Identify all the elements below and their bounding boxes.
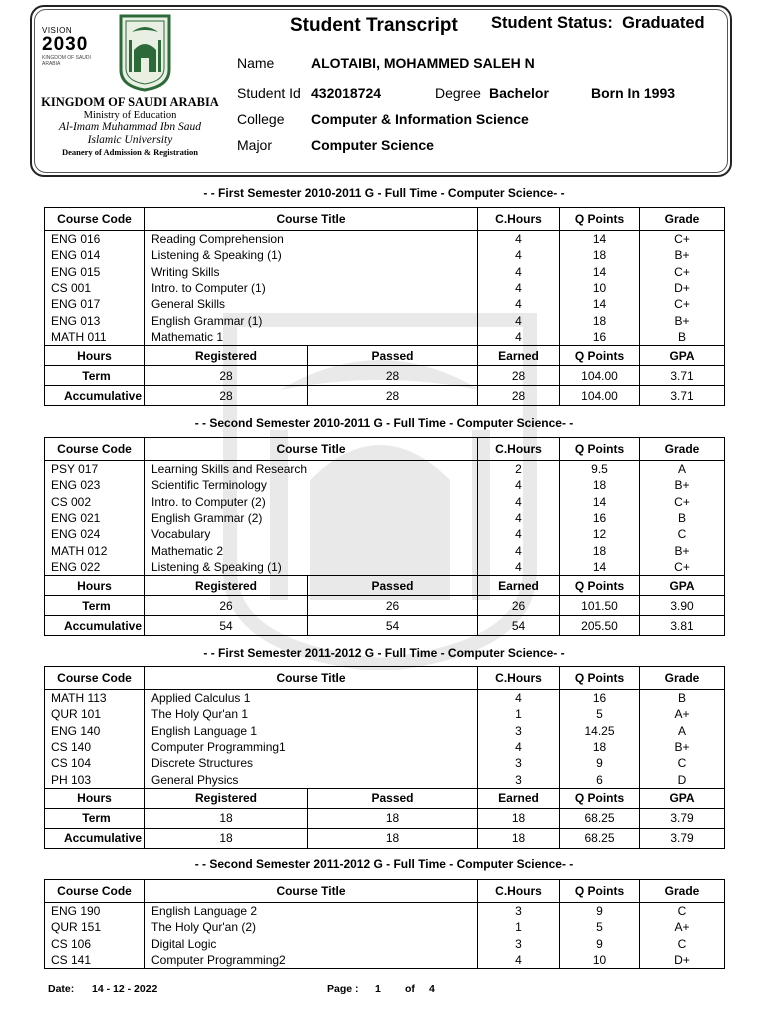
course-table [44,879,725,969]
quality-points: 18 [560,247,640,263]
accumulative-row [45,828,725,848]
grade: C+ [640,559,725,576]
quality-points: 9 [560,755,640,771]
col-course-title: Course Title [145,208,478,231]
summary-header-row [45,576,725,596]
term-earned: 26 [478,596,560,616]
course-title: Writing Skills [145,264,478,280]
sum-registered-label: Registered [145,576,308,596]
course-title: English Language 2 [145,903,478,920]
course-code: PH 103 [45,771,145,788]
grade: B+ [640,247,725,263]
grade: B+ [640,542,725,558]
credit-hours: 3 [478,936,560,952]
status-label: Student Status: [491,14,613,32]
course-code: CS 104 [45,755,145,771]
credit-hours: 1 [478,919,560,935]
credit-hours: 4 [478,739,560,755]
credit-hours: 4 [478,296,560,312]
sum-passed-label: Passed [308,788,478,808]
course-title: Reading Comprehension [145,231,478,248]
course-title: Computer Programming2 [145,952,478,969]
accumulative-row [45,386,725,406]
course-code: ENG 023 [45,477,145,493]
accum-passed: 54 [308,616,478,636]
grade: C [640,526,725,542]
vision-label: VISION [42,26,73,35]
credit-hours: 3 [478,723,560,739]
col-course-title: Course Title [145,880,478,903]
sum-hours-label: Hours [45,788,145,808]
term-points: 104.00 [560,366,640,386]
term-passed: 28 [308,366,478,386]
footer-of-label: of [405,983,415,995]
college-value: Computer & Information Science [311,111,529,127]
term-passed: 18 [308,808,478,828]
course-code: QUR 101 [45,706,145,722]
sum-registered-label: Registered [145,788,308,808]
org-ministry: Ministry of Education [83,110,177,121]
credit-hours: 4 [478,312,560,328]
table-row [45,264,725,280]
grade: D [640,771,725,788]
grade: B [640,329,725,346]
org-deanery: Deanery of Admission & Registration [62,147,198,157]
organization-block [40,95,220,157]
footer-total-pages: 4 [429,983,435,995]
quality-points: 14 [560,559,640,576]
course-code: ENG 190 [45,903,145,920]
col-grade: Grade [640,667,725,690]
grade: C [640,755,725,771]
accum-gpa: 3.79 [640,828,725,848]
course-title: Scientific Terminology [145,477,478,493]
student-id-label: Student Id [237,85,301,101]
table-row [45,771,725,788]
sum-points-label: Q Points [560,346,640,366]
grade: C+ [640,296,725,312]
course-title: Vocabulary [145,526,478,542]
table-row [45,936,725,952]
col-course-title: Course Title [145,438,478,461]
col-course-code: Course Code [45,208,145,231]
course-code: ENG 016 [45,231,145,248]
quality-points: 10 [560,952,640,969]
grade: B+ [640,312,725,328]
grade: B+ [640,739,725,755]
table-row [45,280,725,296]
quality-points: 9.5 [560,461,640,478]
credit-hours: 4 [478,247,560,263]
quality-points: 16 [560,329,640,346]
credit-hours: 4 [478,329,560,346]
vision-sub: KINGDOM OF SAUDI ARABIA [42,55,91,67]
quality-points: 6 [560,771,640,788]
sum-registered-label: Registered [145,346,308,366]
grade: D+ [640,280,725,296]
term-registered: 18 [145,808,308,828]
term-passed: 26 [308,596,478,616]
grade: A+ [640,919,725,935]
quality-points: 14 [560,231,640,248]
semester-title: - - First Semester 2011-2012 G - Full Time - Computer Science- - [203,646,565,660]
accum-gpa: 3.71 [640,386,725,406]
course-table [44,437,725,636]
quality-points: 18 [560,542,640,558]
course-title: Applied Calculus 1 [145,690,478,707]
term-label: Term [45,596,145,616]
course-title: English Grammar (2) [145,510,478,526]
sum-gpa-label: GPA [640,576,725,596]
accum-points: 104.00 [560,386,640,406]
table-row [45,739,725,755]
course-code: ENG 021 [45,510,145,526]
quality-points: 16 [560,690,640,707]
quality-points: 18 [560,739,640,755]
grade: A [640,723,725,739]
course-code: ENG 014 [45,247,145,263]
col-credit-hours: C.Hours [478,880,560,903]
grade: C+ [640,494,725,510]
summary-header-row [45,788,725,808]
grade: C+ [640,231,725,248]
accum-earned: 28 [478,386,560,406]
table-row [45,329,725,346]
course-title: English Language 1 [145,723,478,739]
grade: B [640,510,725,526]
credit-hours: 2 [478,461,560,478]
sum-gpa-label: GPA [640,346,725,366]
grade: C+ [640,264,725,280]
accum-earned: 18 [478,828,560,848]
table-row [45,952,725,969]
col-credit-hours: C.Hours [478,667,560,690]
col-course-code: Course Code [45,880,145,903]
credit-hours: 3 [478,903,560,920]
col-quality-points: Q Points [560,208,640,231]
table-row [45,247,725,263]
name-label: Name [237,55,275,71]
accum-label: Accumulative [45,828,145,848]
accum-passed: 28 [308,386,478,406]
course-title: General Skills [145,296,478,312]
course-code: ENG 013 [45,312,145,328]
table-row [45,231,725,248]
sum-passed-label: Passed [308,576,478,596]
term-row [45,596,725,616]
course-code: CS 141 [45,952,145,969]
credit-hours: 4 [478,690,560,707]
col-course-code: Course Code [45,667,145,690]
term-registered: 26 [145,596,308,616]
major-value: Computer Science [311,137,434,153]
grade: B+ [640,477,725,493]
quality-points: 14.25 [560,723,640,739]
course-title: Listening & Speaking (1) [145,247,478,263]
term-label: Term [45,366,145,386]
credit-hours: 4 [478,280,560,296]
sum-passed-label: Passed [308,346,478,366]
table-row [45,312,725,328]
term-gpa: 3.79 [640,808,725,828]
course-code: CS 002 [45,494,145,510]
course-title: Listening & Speaking (1) [145,559,478,576]
table-header-row [45,438,725,461]
accum-points: 68.25 [560,828,640,848]
course-code: MATH 012 [45,542,145,558]
degree-value: Bachelor [489,85,549,101]
term-earned: 18 [478,808,560,828]
course-title: The Holy Qur'an 1 [145,706,478,722]
sum-gpa-label: GPA [640,788,725,808]
sum-hours-label: Hours [45,576,145,596]
quality-points: 9 [560,903,640,920]
table-row [45,477,725,493]
quality-points: 9 [560,936,640,952]
credit-hours: 4 [478,526,560,542]
college-label: College [237,111,285,127]
credit-hours: 4 [478,510,560,526]
student-id: 432018724 [311,85,382,101]
quality-points: 14 [560,494,640,510]
table-row [45,559,725,576]
course-code: ENG 017 [45,296,145,312]
course-code: CS 140 [45,739,145,755]
degree-label: Degree [435,85,481,101]
semester-title: - - Second Semester 2011-2012 G - Full Time - Computer Science- - [194,857,574,871]
status-value: Graduated [622,14,705,32]
course-title: English Grammar (1) [145,312,478,328]
course-code: MATH 113 [45,690,145,707]
course-table [44,666,725,849]
credit-hours: 4 [478,231,560,248]
quality-points: 10 [560,280,640,296]
footer-date-label: Date: [48,983,75,995]
table-row [45,755,725,771]
term-row [45,366,725,386]
table-row [45,690,725,707]
page-title: Student Transcript [290,15,458,36]
course-table [44,207,725,406]
col-quality-points: Q Points [560,438,640,461]
term-points: 101.50 [560,596,640,616]
credit-hours: 4 [478,264,560,280]
vision-2030-logo [42,26,110,72]
table-header-row [45,208,725,231]
col-course-code: Course Code [45,438,145,461]
org-university-1: Al-Imam Muhammad Ibn Saud [58,121,202,133]
quality-points: 18 [560,312,640,328]
col-grade: Grade [640,880,725,903]
quality-points: 16 [560,510,640,526]
accum-passed: 18 [308,828,478,848]
course-title: The Holy Qur'an (2) [145,919,478,935]
course-code: ENG 140 [45,723,145,739]
col-credit-hours: C.Hours [478,438,560,461]
table-row [45,723,725,739]
student-name: ALOTAIBI, MOHAMMED SALEH N [311,55,535,71]
accum-points: 205.50 [560,616,640,636]
accum-gpa: 3.81 [640,616,725,636]
credit-hours: 4 [478,477,560,493]
footer-page: 1 [375,983,381,995]
col-quality-points: Q Points [560,667,640,690]
table-header-row [45,667,725,690]
sum-earned-label: Earned [478,346,560,366]
course-code: PSY 017 [45,461,145,478]
sum-points-label: Q Points [560,788,640,808]
grade: A+ [640,706,725,722]
col-quality-points: Q Points [560,880,640,903]
sum-hours-label: Hours [45,346,145,366]
table-row [45,510,725,526]
semester-title: - - Second Semester 2010-2011 G - Full Time - Computer Science- - [194,416,574,430]
term-label: Term [45,808,145,828]
table-header-row [45,880,725,903]
org-country: KINGDOM OF SAUDI ARABIA [41,95,219,109]
student-status [491,14,705,33]
course-code: MATH 011 [45,329,145,346]
course-code: ENG 024 [45,526,145,542]
course-title: Learning Skills and Research [145,461,478,478]
col-course-title: Course Title [145,667,478,690]
accum-registered: 18 [145,828,308,848]
quality-points: 14 [560,264,640,280]
grade: C [640,936,725,952]
course-title: Digital Logic [145,936,478,952]
accum-label: Accumulative [45,386,145,406]
table-row [45,526,725,542]
accumulative-row [45,616,725,636]
accum-label: Accumulative [45,616,145,636]
accum-registered: 54 [145,616,308,636]
course-title: Mathematic 1 [145,329,478,346]
course-title: General Physics [145,771,478,788]
accum-registered: 28 [145,386,308,406]
sum-points-label: Q Points [560,576,640,596]
course-code: QUR 151 [45,919,145,935]
credit-hours: 3 [478,755,560,771]
term-gpa: 3.71 [640,366,725,386]
term-gpa: 3.90 [640,596,725,616]
quality-points: 14 [560,296,640,312]
course-code: CS 001 [45,280,145,296]
course-title: Intro. to Computer (2) [145,494,478,510]
course-title: Mathematic 2 [145,542,478,558]
table-row [45,903,725,920]
footer-page-label: Page : [327,983,359,995]
quality-points: 12 [560,526,640,542]
semester-title: - - First Semester 2010-2011 G - Full Time - Computer Science- - [203,186,565,200]
table-row [45,296,725,312]
credit-hours: 4 [478,952,560,969]
table-row [45,919,725,935]
quality-points: 5 [560,706,640,722]
quality-points: 5 [560,919,640,935]
sum-earned-label: Earned [478,788,560,808]
col-grade: Grade [640,438,725,461]
col-credit-hours: C.Hours [478,208,560,231]
term-registered: 28 [145,366,308,386]
term-row [45,808,725,828]
table-row [45,542,725,558]
grade: C [640,903,725,920]
course-title: Computer Programming1 [145,739,478,755]
org-university-2: Islamic University [87,134,173,146]
credit-hours: 1 [478,706,560,722]
accum-earned: 54 [478,616,560,636]
grade: D+ [640,952,725,969]
course-code: CS 106 [45,936,145,952]
term-points: 68.25 [560,808,640,828]
quality-points: 18 [560,477,640,493]
born-year: Born In 1993 [591,85,676,101]
grade: A [640,461,725,478]
credit-hours: 3 [478,771,560,788]
course-title: Intro. to Computer (1) [145,280,478,296]
grade: B [640,690,725,707]
vision-year: 2030 [42,34,89,55]
term-earned: 28 [478,366,560,386]
col-grade: Grade [640,208,725,231]
sum-earned-label: Earned [478,576,560,596]
table-row [45,494,725,510]
table-row [45,461,725,478]
course-title: Discrete Structures [145,755,478,771]
table-row [45,706,725,722]
credit-hours: 4 [478,542,560,558]
credit-hours: 4 [478,494,560,510]
major-label: Major [237,137,273,153]
credit-hours: 4 [478,559,560,576]
footer-date: 14 - 12 - 2022 [92,983,158,995]
course-code: ENG 022 [45,559,145,576]
summary-header-row [45,346,725,366]
university-emblem-icon [117,10,173,92]
course-code: ENG 015 [45,264,145,280]
